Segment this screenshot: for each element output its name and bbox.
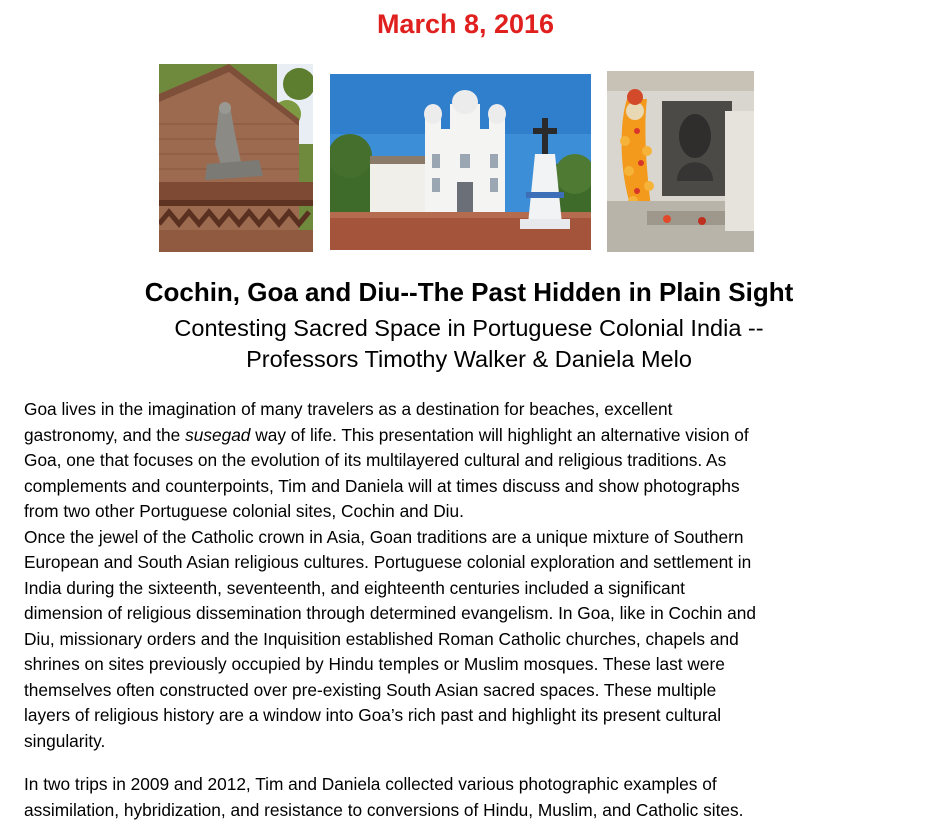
trips-paragraph	[24, 772, 924, 823]
lecture-subtitle: Contesting Sacred Space in Portuguese Colonial India --	[174, 315, 764, 341]
paragraph3-line: In two trips in 2009 and 2012, Tim and Daniela collected various photographic examples of	[24, 774, 717, 794]
paragraph2-line: shrines on sites previously occupied by Hindu temples or Muslim mosques. These last were	[24, 654, 725, 674]
paragraph2-line: layers of religious history are a window into Goa’s rich past and highlight its present cultural	[24, 705, 722, 725]
paragraph2-line: Once the jewel of the Catholic crown in Asia, Goan traditions are a unique mixture of Southern	[24, 526, 744, 547]
paragraph2-line: India during the sixteenth, seventeenth, and eighteenth centuries included a significant	[24, 577, 685, 598]
shrine-photo	[607, 71, 754, 252]
paragraph2-line: Diu, missionary orders and the Inquisition established Roman Catholic churches, chapels and	[24, 628, 739, 649]
paragraph1-line: Goa lives in the imagination of many travelers as a destination for beaches, excellent	[24, 399, 673, 419]
paragraph2-line: European and South Asian religious cultures. Portuguese colonial exploration and settlement in	[24, 552, 752, 572]
event-date: March 8, 2016	[376, 9, 555, 39]
paragraph3-line: assimilation, hybridization, and resistance to conversions of Hindu, Muslim, and Catholic sites.	[24, 799, 744, 820]
paragraph2-line: themselves often constructed over pre-existing South Asian sacred spaces. These multiple	[24, 679, 717, 700]
description-body	[24, 397, 924, 754]
paragraph1-line: from two other Portuguese colonial sites, Cochin and Diu.	[24, 501, 464, 521]
paragraph1-line: complements and counterpoints, Tim and Daniela will at times discuss and show photographs	[24, 475, 740, 496]
paragraph1-line: Goa, one that focuses on the evolution of its multilayered cultural and religious traditions. As	[24, 450, 727, 470]
italic-term: susegad	[185, 424, 251, 445]
brick-facade-photo	[159, 64, 313, 252]
paragraph2-line: dimension of religious dissemination through determined evangelism. In Goa, like in Cochin and	[24, 603, 756, 623]
white-church-photo	[330, 74, 591, 250]
lecture-title: Cochin, Goa and Diu--The Past Hidden in Plain Sight	[144, 277, 794, 307]
paragraph2-line: singularity.	[24, 730, 106, 751]
lecture-speakers: Professors Timothy Walker & Daniela Melo	[246, 346, 692, 372]
paragraph1-line: gastronomy, and the susegad way of life. This presentation will highlight an alternative vision of	[24, 424, 749, 445]
